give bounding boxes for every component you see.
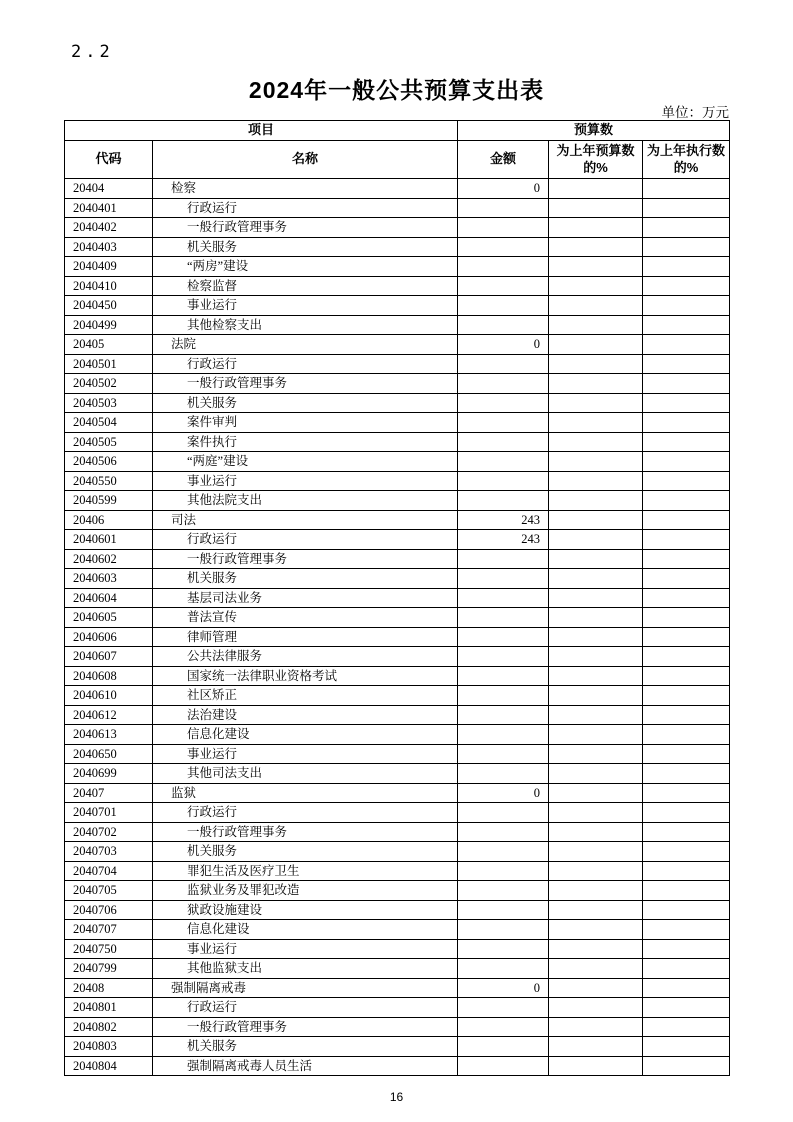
row-amount-cell [458,627,549,647]
row-code-cell: 2040650 [65,744,153,764]
row-pct-prev-exec-cell [643,939,730,959]
row-name-cell: 其他检察支出 [153,315,458,335]
row-pct-prev-exec-cell [643,900,730,920]
table-row [65,276,730,296]
row-pct-prev-exec-cell [643,452,730,472]
row-pct-prev-exec-cell [643,257,730,277]
row-amount-cell [458,471,549,491]
table-row [65,237,730,257]
row-pct-prev-exec-cell [643,393,730,413]
row-name-cell: 案件执行 [153,432,458,452]
row-pct-prev-exec-cell [643,432,730,452]
row-name-cell: 机关服务 [153,237,458,257]
page-title: 2024年一般公共预算支出表 [248,77,545,103]
row-pct-prev-budget-cell [549,510,643,530]
row-name-cell: 检察监督 [153,276,458,296]
row-name-cell: 一般行政管理事务 [153,822,458,842]
table-row [65,1017,730,1037]
row-code-cell: 2040503 [65,393,153,413]
row-amount-cell [458,354,549,374]
row-pct-prev-exec-cell [643,510,730,530]
unit-label: 单位：万元 [661,105,729,120]
row-pct-prev-budget-cell [549,959,643,979]
row-pct-prev-budget-cell [549,432,643,452]
row-name-cell: 一般行政管理事务 [153,374,458,394]
row-pct-prev-exec-cell [643,998,730,1018]
row-name-cell: 行政运行 [153,530,458,550]
row-pct-prev-budget-cell [549,900,643,920]
row-pct-prev-exec-cell [643,803,730,823]
row-pct-prev-budget-cell [549,413,643,433]
row-code-cell: 2040606 [65,627,153,647]
row-name-cell: 行政运行 [153,354,458,374]
table-row [65,744,730,764]
header-columns-row [65,141,730,179]
table-row [65,315,730,335]
row-code-cell: 2040501 [65,354,153,374]
row-amount-cell [458,861,549,881]
row-pct-prev-budget-cell [549,978,643,998]
row-code-cell: 2040750 [65,939,153,959]
row-name-cell: 法治建设 [153,705,458,725]
row-pct-prev-exec-cell [643,920,730,940]
row-name-cell: 机关服务 [153,1037,458,1057]
row-pct-prev-exec-cell [643,647,730,667]
row-pct-prev-budget-cell [549,744,643,764]
table-row [65,647,730,667]
row-pct-prev-exec-cell [643,725,730,745]
row-amount-cell [458,257,549,277]
row-pct-prev-exec-cell [643,354,730,374]
row-pct-prev-exec-cell [643,881,730,901]
row-code-cell: 2040504 [65,413,153,433]
row-pct-prev-exec-cell [643,959,730,979]
row-pct-prev-budget-cell [549,374,643,394]
row-code-cell: 2040699 [65,764,153,784]
table-row [65,725,730,745]
row-pct-prev-exec-cell [643,569,730,589]
row-pct-prev-budget-cell [549,1037,643,1057]
header-code: 代码 [65,141,153,179]
table-row [65,1037,730,1057]
row-code-cell: 2040702 [65,822,153,842]
table-row [65,1056,730,1076]
row-code-cell: 2040599 [65,491,153,511]
header-name: 名称 [153,141,458,179]
row-code-cell: 2040802 [65,1017,153,1037]
table-row [65,198,730,218]
row-pct-prev-exec-cell [643,413,730,433]
table-row [65,354,730,374]
row-name-cell: 律师管理 [153,627,458,647]
row-amount-cell [458,1056,549,1076]
row-amount-cell [458,705,549,725]
row-code-cell: 20408 [65,978,153,998]
row-pct-prev-budget-cell [549,198,643,218]
table-row [65,842,730,862]
row-name-cell: 行政运行 [153,198,458,218]
row-amount-cell [458,842,549,862]
row-pct-prev-budget-cell [549,725,643,745]
row-name-cell: 一般行政管理事务 [153,1017,458,1037]
row-name-cell: 一般行政管理事务 [153,549,458,569]
row-pct-prev-exec-cell [643,861,730,881]
row-amount-cell [458,959,549,979]
row-code-cell: 2040804 [65,1056,153,1076]
row-name-cell: 社区矫正 [153,686,458,706]
row-pct-prev-budget-cell [549,471,643,491]
row-name-cell: 强制隔离戒毒人员生活 [153,1056,458,1076]
row-code-cell: 2040610 [65,686,153,706]
row-code-cell: 2040502 [65,374,153,394]
row-pct-prev-budget-cell [549,296,643,316]
row-pct-prev-exec-cell [643,842,730,862]
row-pct-prev-budget-cell [549,393,643,413]
row-name-cell: 行政运行 [153,803,458,823]
table-row [65,764,730,784]
row-code-cell: 20406 [65,510,153,530]
row-pct-prev-budget-cell [549,881,643,901]
row-pct-prev-budget-cell [549,647,643,667]
table-row [65,881,730,901]
row-amount-cell [458,1037,549,1057]
row-pct-prev-budget-cell [549,803,643,823]
row-amount-cell [458,686,549,706]
row-name-cell: 事业运行 [153,296,458,316]
table-row [65,920,730,940]
table-row [65,627,730,647]
table-row [65,978,730,998]
row-code-cell: 2040703 [65,842,153,862]
row-amount-cell: 0 [458,335,549,355]
row-code-cell: 2040409 [65,257,153,277]
row-name-cell: 行政运行 [153,998,458,1018]
row-name-cell: 罪犯生活及医疗卫生 [153,861,458,881]
table-row [65,432,730,452]
row-name-cell: 其他监狱支出 [153,959,458,979]
row-name-cell: 公共法律服务 [153,647,458,667]
table-row [65,803,730,823]
row-name-cell: “两庭”建设 [153,452,458,472]
row-amount-cell: 0 [458,179,549,199]
row-amount-cell [458,218,549,238]
header-group-row [65,121,730,141]
row-code-cell: 2040601 [65,530,153,550]
row-pct-prev-budget-cell [549,783,643,803]
row-pct-prev-exec-cell [643,686,730,706]
row-name-cell: “两房”建设 [153,257,458,277]
row-code-cell: 20405 [65,335,153,355]
row-pct-prev-budget-cell [549,257,643,277]
row-pct-prev-exec-cell [643,276,730,296]
row-code-cell: 2040799 [65,959,153,979]
table-row [65,296,730,316]
row-code-cell: 2040608 [65,666,153,686]
row-name-cell: 案件审判 [153,413,458,433]
row-code-cell: 2040801 [65,998,153,1018]
row-code-cell: 2040450 [65,296,153,316]
row-name-cell: 事业运行 [153,471,458,491]
section-number: 2.2 [71,42,114,62]
row-code-cell: 20404 [65,179,153,199]
row-code-cell: 2040505 [65,432,153,452]
row-pct-prev-budget-cell [549,491,643,511]
row-name-cell: 事业运行 [153,939,458,959]
row-pct-prev-budget-cell [549,1017,643,1037]
row-pct-prev-budget-cell [549,842,643,862]
row-code-cell: 2040607 [65,647,153,667]
row-amount-cell [458,452,549,472]
table-row [65,471,730,491]
table-row [65,705,730,725]
row-pct-prev-budget-cell [549,335,643,355]
row-amount-cell [458,725,549,745]
row-name-cell: 其他司法支出 [153,764,458,784]
table-row [65,608,730,628]
table-row [65,491,730,511]
row-pct-prev-exec-cell [643,335,730,355]
table-row [65,510,730,530]
row-pct-prev-exec-cell [643,764,730,784]
row-pct-prev-exec-cell [643,549,730,569]
row-name-cell: 国家统一法律职业资格考试 [153,666,458,686]
row-pct-prev-budget-cell [549,705,643,725]
row-name-cell: 监狱业务及罪犯改造 [153,881,458,901]
row-code-cell: 2040704 [65,861,153,881]
row-code-cell: 2040612 [65,705,153,725]
row-amount-cell [458,315,549,335]
row-amount-cell [458,237,549,257]
row-pct-prev-exec-cell [643,822,730,842]
row-amount-cell [458,647,549,667]
row-pct-prev-budget-cell [549,686,643,706]
row-pct-prev-exec-cell [643,471,730,491]
row-amount-cell [458,881,549,901]
row-pct-prev-exec-cell [643,530,730,550]
row-amount-cell: 0 [458,978,549,998]
row-code-cell: 2040705 [65,881,153,901]
row-pct-prev-budget-cell [549,608,643,628]
row-code-cell: 2040701 [65,803,153,823]
row-code-cell: 2040410 [65,276,153,296]
row-amount-cell [458,374,549,394]
table-row [65,452,730,472]
row-code-cell: 2040603 [65,569,153,589]
table-row [65,179,730,199]
row-amount-cell: 243 [458,530,549,550]
row-name-cell: 一般行政管理事务 [153,218,458,238]
row-code-cell: 2040602 [65,549,153,569]
row-pct-prev-exec-cell [643,978,730,998]
budget-expenditure-table [64,120,730,1076]
row-pct-prev-budget-cell [549,549,643,569]
page-number: 16 [389,1090,404,1104]
row-name-cell: 检察 [153,179,458,199]
row-name-cell: 司法 [153,510,458,530]
row-pct-prev-exec-cell [643,374,730,394]
row-pct-prev-budget-cell [549,276,643,296]
row-amount-cell [458,393,549,413]
row-amount-cell [458,588,549,608]
row-amount-cell: 243 [458,510,549,530]
row-amount-cell [458,569,549,589]
row-code-cell: 2040707 [65,920,153,940]
row-amount-cell [458,764,549,784]
header-budget-figures: 预算数 [458,121,730,141]
row-name-cell: 机关服务 [153,569,458,589]
table-header [65,121,730,179]
row-amount-cell [458,198,549,218]
row-name-cell: 信息化建设 [153,920,458,940]
row-pct-prev-budget-cell [549,237,643,257]
row-pct-prev-exec-cell [643,608,730,628]
header-project: 项目 [65,121,458,141]
table-row [65,666,730,686]
header-pct-prev-exec: 为上年执行数的% [643,141,730,179]
row-code-cell: 20407 [65,783,153,803]
table-row [65,218,730,238]
table-row [65,900,730,920]
row-name-cell: 普法宣传 [153,608,458,628]
row-name-cell: 机关服务 [153,393,458,413]
table-row [65,335,730,355]
row-code-cell: 2040550 [65,471,153,491]
row-pct-prev-budget-cell [549,764,643,784]
row-pct-prev-exec-cell [643,1037,730,1057]
row-code-cell: 2040803 [65,1037,153,1057]
row-pct-prev-budget-cell [549,588,643,608]
row-pct-prev-budget-cell [549,218,643,238]
row-pct-prev-budget-cell [549,920,643,940]
header-amount: 金额 [458,141,549,179]
row-code-cell: 2040499 [65,315,153,335]
row-amount-cell [458,666,549,686]
row-name-cell: 机关服务 [153,842,458,862]
row-name-cell: 其他法院支出 [153,491,458,511]
row-amount-cell [458,491,549,511]
row-amount-cell [458,608,549,628]
row-pct-prev-budget-cell [549,666,643,686]
row-code-cell: 2040402 [65,218,153,238]
row-amount-cell [458,1017,549,1037]
row-pct-prev-budget-cell [549,354,643,374]
row-pct-prev-budget-cell [549,179,643,199]
row-pct-prev-budget-cell [549,998,643,1018]
table-row [65,861,730,881]
row-amount-cell [458,900,549,920]
row-pct-prev-budget-cell [549,627,643,647]
row-name-cell: 监狱 [153,783,458,803]
table-row [65,530,730,550]
row-amount-cell [458,413,549,433]
row-code-cell: 2040403 [65,237,153,257]
row-pct-prev-budget-cell [549,1056,643,1076]
row-pct-prev-exec-cell [643,491,730,511]
row-pct-prev-exec-cell [643,315,730,335]
header-pct-prev-budget: 为上年预算数的% [549,141,643,179]
row-amount-cell [458,998,549,1018]
row-pct-prev-budget-cell [549,315,643,335]
row-code-cell: 2040706 [65,900,153,920]
row-pct-prev-exec-cell [643,237,730,257]
table-row [65,783,730,803]
row-pct-prev-budget-cell [549,569,643,589]
row-pct-prev-exec-cell [643,1017,730,1037]
row-amount-cell [458,296,549,316]
row-pct-prev-budget-cell [549,939,643,959]
row-name-cell: 狱政设施建设 [153,900,458,920]
row-pct-prev-budget-cell [549,530,643,550]
row-amount-cell [458,744,549,764]
row-pct-prev-exec-cell [643,198,730,218]
table-row [65,569,730,589]
row-pct-prev-exec-cell [643,666,730,686]
row-amount-cell [458,549,549,569]
row-code-cell: 2040605 [65,608,153,628]
table-row [65,257,730,277]
row-pct-prev-exec-cell [643,627,730,647]
row-pct-prev-budget-cell [549,822,643,842]
row-name-cell: 强制隔离戒毒 [153,978,458,998]
row-code-cell: 2040401 [65,198,153,218]
table-row [65,686,730,706]
row-pct-prev-exec-cell [643,588,730,608]
table-row [65,393,730,413]
row-amount-cell [458,939,549,959]
row-name-cell: 基层司法业务 [153,588,458,608]
row-pct-prev-budget-cell [549,861,643,881]
row-amount-cell [458,920,549,940]
row-pct-prev-budget-cell [549,452,643,472]
table-row [65,822,730,842]
row-name-cell: 法院 [153,335,458,355]
row-pct-prev-exec-cell [643,1056,730,1076]
row-pct-prev-exec-cell [643,783,730,803]
table-row [65,588,730,608]
row-pct-prev-exec-cell [643,179,730,199]
table-row [65,939,730,959]
table-row [65,374,730,394]
table-row [65,998,730,1018]
row-amount-cell [458,276,549,296]
table-body [65,179,730,1076]
table-row [65,413,730,433]
row-pct-prev-exec-cell [643,218,730,238]
row-pct-prev-exec-cell [643,744,730,764]
row-amount-cell [458,803,549,823]
row-amount-cell: 0 [458,783,549,803]
table-row [65,959,730,979]
row-code-cell: 2040613 [65,725,153,745]
table-row [65,549,730,569]
row-pct-prev-exec-cell [643,296,730,316]
row-code-cell: 2040604 [65,588,153,608]
row-code-cell: 2040506 [65,452,153,472]
row-name-cell: 事业运行 [153,744,458,764]
row-amount-cell [458,822,549,842]
row-name-cell: 信息化建设 [153,725,458,745]
row-amount-cell [458,432,549,452]
row-pct-prev-exec-cell [643,705,730,725]
